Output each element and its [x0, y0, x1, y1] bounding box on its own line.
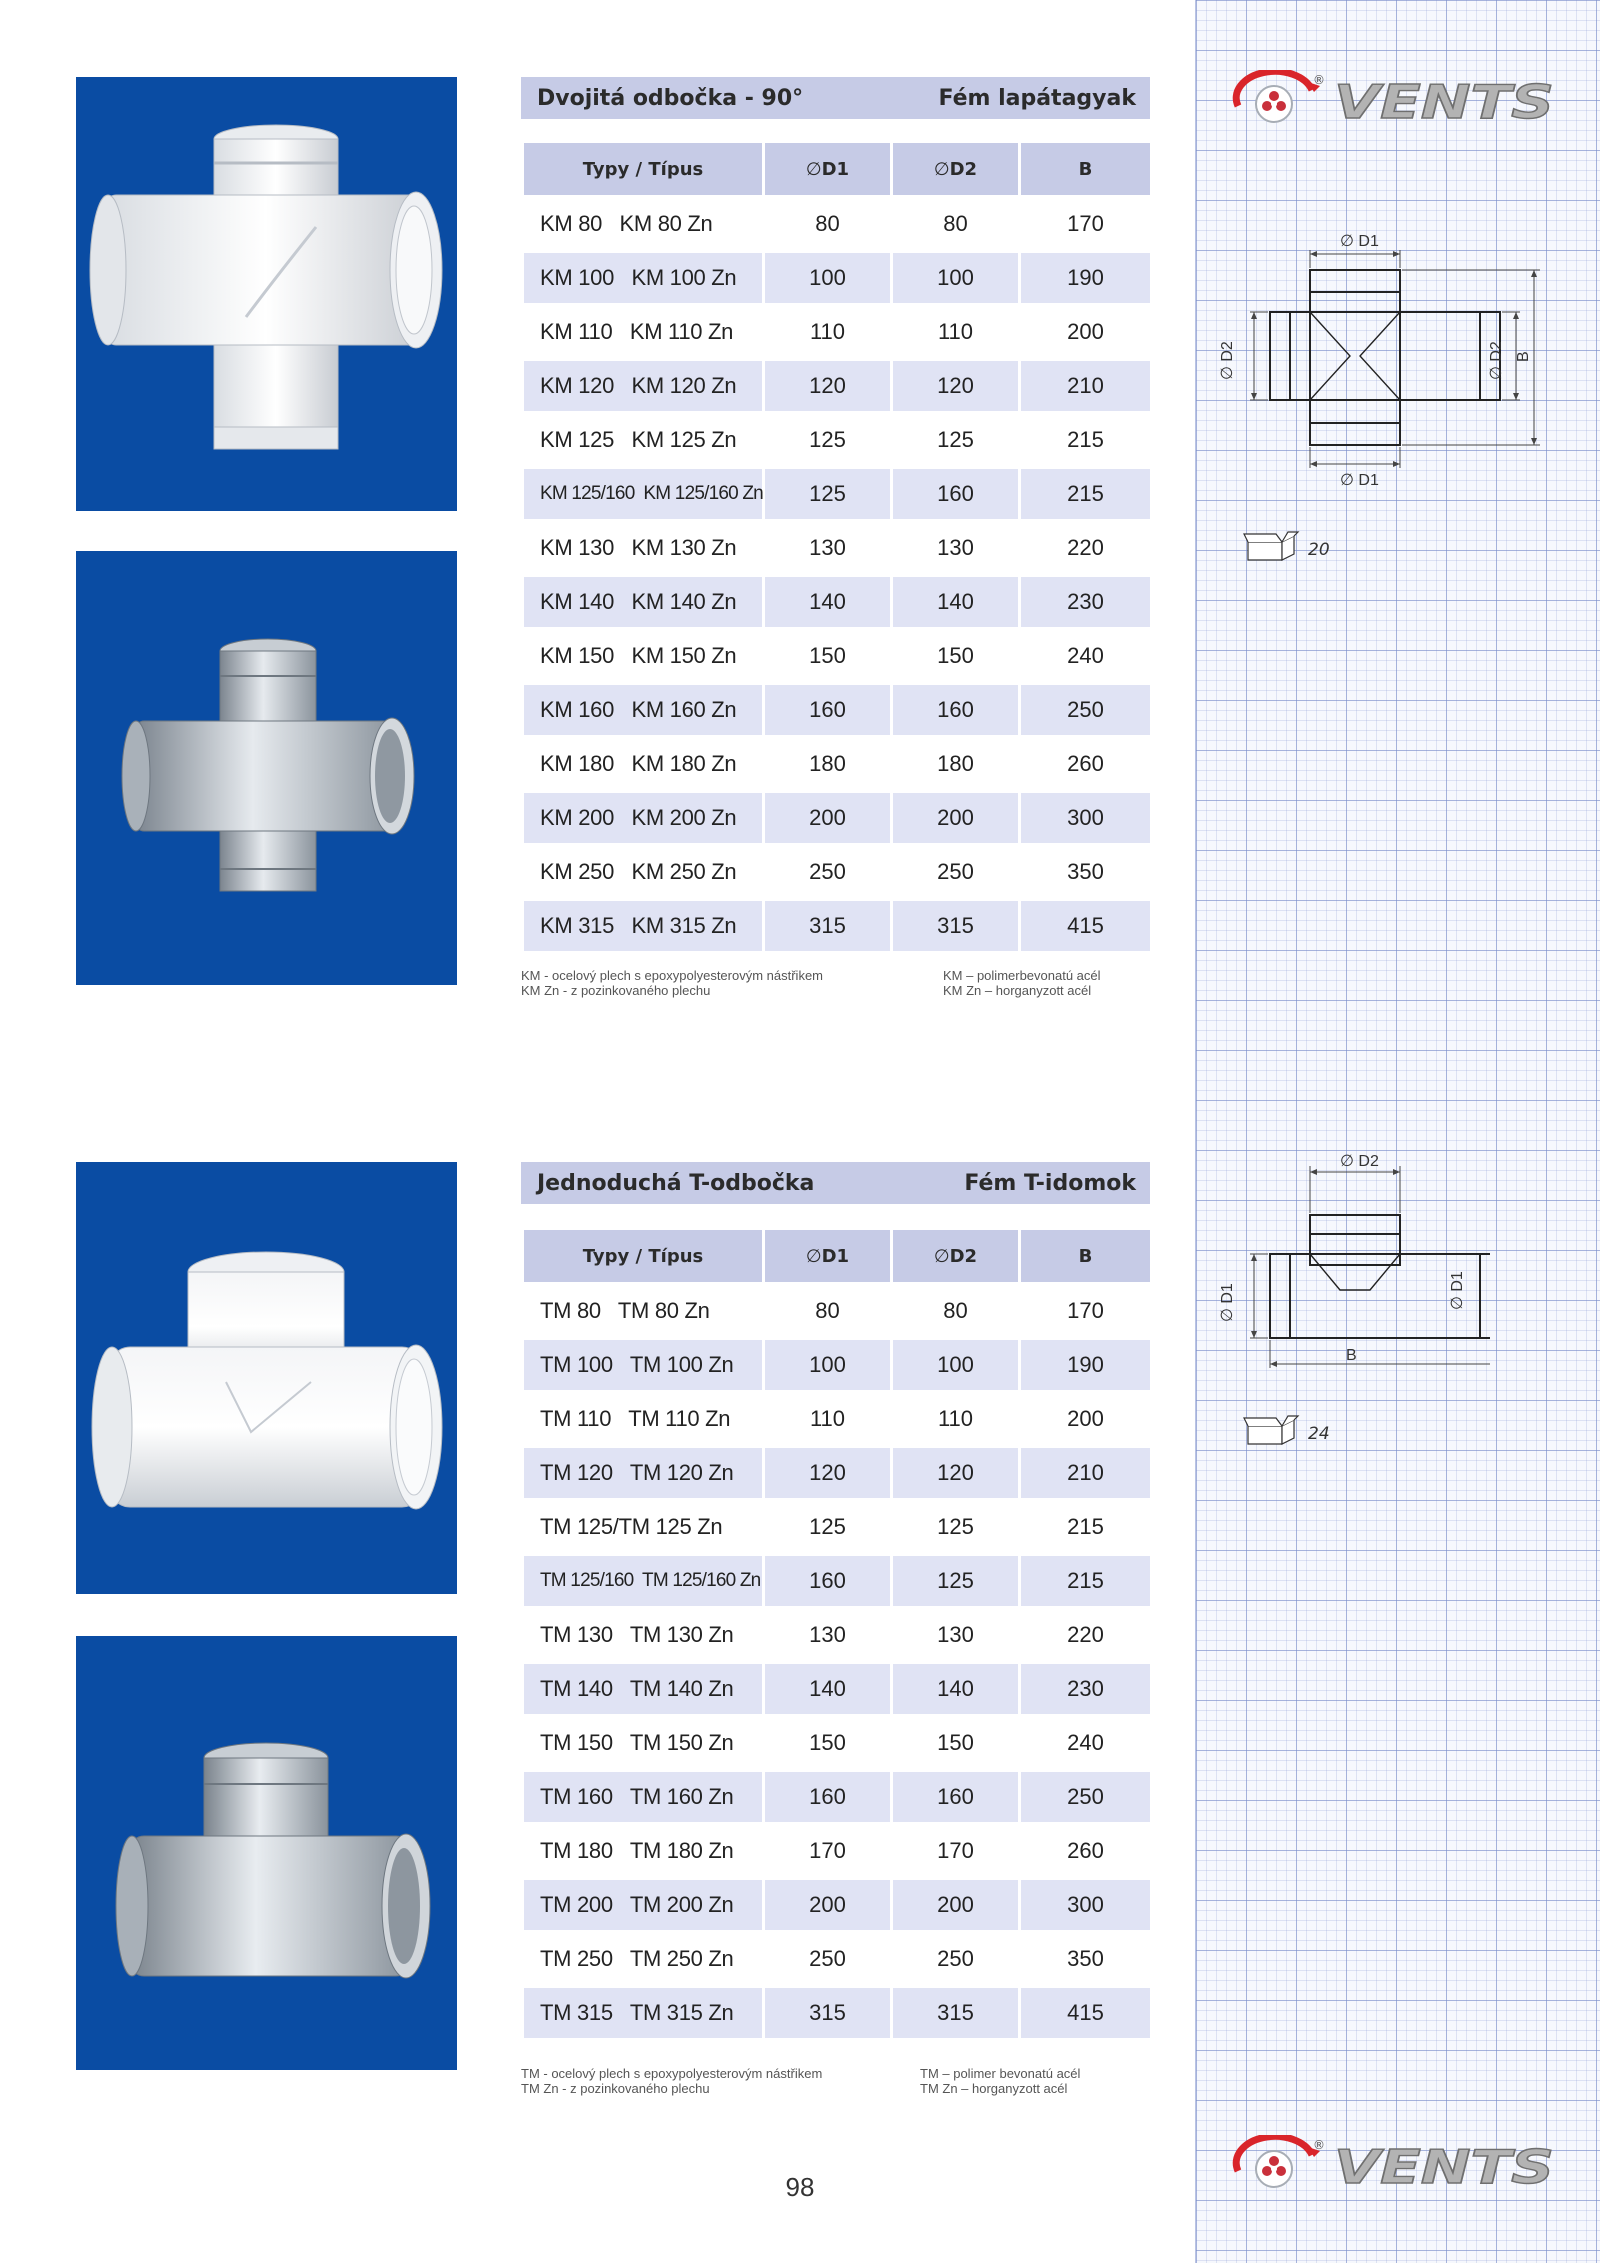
- table-row: [524, 1394, 1150, 1448]
- cell-b: 215: [1021, 469, 1150, 523]
- cell-d1: 110: [765, 307, 890, 361]
- cell-type: TM 100 TM 100 Zn: [524, 1340, 762, 1394]
- diameter-icon: ∅: [933, 1245, 950, 1267]
- table-row: [524, 685, 1150, 739]
- cell-type: TM 120 TM 120 Zn: [524, 1448, 762, 1502]
- table-row: [524, 1664, 1150, 1718]
- cell-type: KM 250 KM 250 Zn: [524, 847, 762, 901]
- cell-type: TM 160 TM 160 Zn: [524, 1772, 762, 1826]
- diameter-icon: ∅: [933, 158, 950, 180]
- cell-d2: 150: [893, 1718, 1018, 1772]
- cell-type: TM 315 TM 315 Zn: [524, 1988, 762, 2042]
- table-row: [524, 631, 1150, 685]
- table-row: [524, 1988, 1150, 2042]
- cross-fitting-drawing: [1210, 210, 1540, 500]
- table-row: [524, 361, 1150, 415]
- cell-d2: 130: [893, 523, 1018, 577]
- cell-b: 260: [1021, 739, 1150, 793]
- cell-b: 200: [1021, 307, 1150, 361]
- cell-b: 350: [1021, 847, 1150, 901]
- table-row: [524, 1772, 1150, 1826]
- cell-d1: 180: [765, 739, 890, 793]
- cell-type: KM 200 KM 200 Zn: [524, 793, 762, 847]
- table-row: [524, 847, 1150, 901]
- dimension-label-b: B: [1515, 351, 1532, 362]
- table-row: [524, 1502, 1150, 1556]
- column-header-type: Typy / Típus: [524, 143, 762, 199]
- cell-d2: 170: [893, 1826, 1018, 1880]
- cell-d2: 315: [893, 901, 1018, 955]
- table-row: [524, 307, 1150, 361]
- brand-wordmark: VENTS: [1334, 2140, 1554, 2194]
- cell-type: TM 150 TM 150 Zn: [524, 1718, 762, 1772]
- table-header-row: [524, 143, 1150, 199]
- cell-d2: 125: [893, 415, 1018, 469]
- table-row: [524, 415, 1150, 469]
- cell-d1: 170: [765, 1826, 890, 1880]
- cell-d2: 120: [893, 361, 1018, 415]
- dimension-label-b: B: [1346, 1347, 1357, 1364]
- vents-logo-top: [1228, 70, 1568, 130]
- cell-d2: 315: [893, 1988, 1018, 2042]
- cell-d2: 120: [893, 1448, 1018, 1502]
- cell-b: 300: [1021, 793, 1150, 847]
- cell-b: 415: [1021, 1988, 1150, 2042]
- cell-b: 240: [1021, 631, 1150, 685]
- table-row: [524, 199, 1150, 253]
- product-photo-tee-white: [76, 1162, 457, 1594]
- cell-d1: 125: [765, 1502, 890, 1556]
- cell-d2: 130: [893, 1610, 1018, 1664]
- cell-b: 220: [1021, 523, 1150, 577]
- section-2-spec-table: [521, 1230, 1153, 2042]
- box-quantity-2: 24: [1308, 1424, 1330, 1444]
- cell-d2: 160: [893, 469, 1018, 523]
- table-row: [524, 901, 1150, 955]
- cell-b: 210: [1021, 361, 1150, 415]
- package-box-icon: [1242, 1412, 1300, 1448]
- table-row: [524, 793, 1150, 847]
- cell-d2: 250: [893, 1934, 1018, 1988]
- table-row: [524, 1826, 1150, 1880]
- cell-b: 220: [1021, 1610, 1150, 1664]
- cell-b: 190: [1021, 1340, 1150, 1394]
- cell-d1: 315: [765, 901, 890, 955]
- table-header-row: [524, 1230, 1150, 1286]
- package-box-icon: [1242, 528, 1300, 564]
- cell-d1: 110: [765, 1394, 890, 1448]
- table-row: [524, 469, 1150, 523]
- cell-b: 210: [1021, 1448, 1150, 1502]
- cell-d1: 315: [765, 1988, 890, 2042]
- cell-b: 240: [1021, 1718, 1150, 1772]
- cell-d2: 200: [893, 1880, 1018, 1934]
- cell-type: KM 100 KM 100 Zn: [524, 253, 762, 307]
- cell-type: KM 110 KM 110 Zn: [524, 307, 762, 361]
- cell-type: KM 140 KM 140 Zn: [524, 577, 762, 631]
- cell-type: KM 125 KM 125 Zn: [524, 415, 762, 469]
- cell-type: TM 125/160 TM 125/160 Zn: [524, 1556, 762, 1610]
- cell-d2: 110: [893, 1394, 1018, 1448]
- cell-d1: 200: [765, 1880, 890, 1934]
- cell-d1: 200: [765, 793, 890, 847]
- cell-d2: 250: [893, 847, 1018, 901]
- cell-type: KM 315 KM 315 Zn: [524, 901, 762, 955]
- cell-b: 350: [1021, 1934, 1150, 1988]
- cell-d2: 160: [893, 1772, 1018, 1826]
- page-number: 98: [785, 2172, 815, 2202]
- cell-type: TM 110 TM 110 Zn: [524, 1394, 762, 1448]
- section-2-title-cz: Jednoduchá T-odbočka: [537, 1170, 815, 1196]
- section-2-title-hu: Fém T-idomok: [964, 1170, 1136, 1196]
- product-photo-cross-white: [76, 77, 457, 511]
- cell-d2: 100: [893, 1340, 1018, 1394]
- cell-type: KM 160 KM 160 Zn: [524, 685, 762, 739]
- cell-b: 200: [1021, 1394, 1150, 1448]
- section-1-title-cz: Dvojitá odbočka - 90°: [537, 85, 804, 111]
- table-row: [524, 1718, 1150, 1772]
- section-1-title-hu: Fém lapátagyak: [938, 85, 1136, 111]
- column-header-b: B: [1021, 143, 1150, 199]
- cell-d2: 150: [893, 631, 1018, 685]
- dimension-label-d2-top: ∅ D2: [1340, 1153, 1379, 1170]
- cell-type: KM 150 KM 150 Zn: [524, 631, 762, 685]
- table-row: [524, 1556, 1150, 1610]
- cell-d1: 160: [765, 1772, 890, 1826]
- cell-type: TM 200 TM 200 Zn: [524, 1880, 762, 1934]
- section-2-header: [521, 1162, 1150, 1204]
- cell-d1: 120: [765, 1448, 890, 1502]
- dimension-label-d1-top: ∅ D1: [1340, 233, 1379, 250]
- cell-d1: 120: [765, 361, 890, 415]
- section-1-note-hu: KM – polimerbevonatú acél KM Zn – horganyzott acél: [943, 968, 1101, 998]
- cell-d2: 80: [893, 199, 1018, 253]
- table-row: [524, 1880, 1150, 1934]
- column-header-d2: ∅D2: [893, 1230, 1018, 1286]
- section-2-note-cz: TM - ocelový plech s epoxypolyesterovým nástřikem TM Zn - z pozinkovaného plechu: [521, 2066, 823, 2096]
- diameter-icon: ∅: [805, 158, 822, 180]
- cell-type: TM 180 TM 180 Zn: [524, 1826, 762, 1880]
- cell-d1: 250: [765, 1934, 890, 1988]
- cell-d1: 80: [765, 199, 890, 253]
- cell-d1: 125: [765, 469, 890, 523]
- product-photo-tee-galvanized: [76, 1636, 457, 2070]
- cell-type: TM 125/TM 125 Zn: [524, 1502, 762, 1556]
- table-row: [524, 1934, 1150, 1988]
- cell-d1: 160: [765, 1556, 890, 1610]
- table-row: [524, 739, 1150, 793]
- cell-b: 215: [1021, 415, 1150, 469]
- table-row: [524, 523, 1150, 577]
- diameter-icon: ∅: [805, 1245, 822, 1267]
- cell-b: 300: [1021, 1880, 1150, 1934]
- table-row: [524, 1340, 1150, 1394]
- cell-b: 215: [1021, 1556, 1150, 1610]
- cell-d2: 110: [893, 307, 1018, 361]
- dimension-label-d1-left: ∅ D1: [1219, 1283, 1236, 1322]
- cell-b: 250: [1021, 1772, 1150, 1826]
- cell-type: TM 80 TM 80 Zn: [524, 1286, 762, 1340]
- table-row: [524, 253, 1150, 307]
- cell-type: KM 120 KM 120 Zn: [524, 361, 762, 415]
- cell-d2: 140: [893, 577, 1018, 631]
- cell-d2: 160: [893, 685, 1018, 739]
- cell-d1: 100: [765, 253, 890, 307]
- dimension-label-d2-left: ∅ D2: [1219, 341, 1236, 380]
- cell-b: 230: [1021, 1664, 1150, 1718]
- cell-b: 170: [1021, 1286, 1150, 1340]
- brand-wordmark: VENTS: [1334, 75, 1554, 129]
- cell-b: 215: [1021, 1502, 1150, 1556]
- cell-d1: 130: [765, 1610, 890, 1664]
- cell-b: 260: [1021, 1826, 1150, 1880]
- registered-mark: ®: [1313, 2138, 1325, 2152]
- cell-type: TM 250 TM 250 Zn: [524, 1934, 762, 1988]
- cell-d1: 140: [765, 577, 890, 631]
- cell-d1: 130: [765, 523, 890, 577]
- product-photo-cross-galvanized: [76, 551, 457, 985]
- cell-b: 415: [1021, 901, 1150, 955]
- cell-d2: 100: [893, 253, 1018, 307]
- cell-d1: 80: [765, 1286, 890, 1340]
- dimension-label-d1-bottom: ∅ D1: [1340, 472, 1379, 489]
- registered-mark: ®: [1313, 73, 1325, 87]
- cell-type: KM 125/160 KM 125/160 Zn: [524, 469, 762, 523]
- dimension-label-d1-right: ∅ D1: [1449, 1271, 1466, 1310]
- dimension-label-d2-right: ∅ D2: [1488, 341, 1505, 380]
- cell-d1: 250: [765, 847, 890, 901]
- cell-type: KM 180 KM 180 Zn: [524, 739, 762, 793]
- cell-d2: 180: [893, 739, 1018, 793]
- table-row: [524, 1610, 1150, 1664]
- cell-b: 230: [1021, 577, 1150, 631]
- cell-d2: 80: [893, 1286, 1018, 1340]
- cell-type: KM 130 KM 130 Zn: [524, 523, 762, 577]
- cell-d2: 200: [893, 793, 1018, 847]
- cell-d1: 100: [765, 1340, 890, 1394]
- cell-b: 190: [1021, 253, 1150, 307]
- section-1-spec-table: [521, 143, 1153, 955]
- cell-d1: 150: [765, 1718, 890, 1772]
- column-header-d2: ∅D2: [893, 143, 1018, 199]
- table-row: [524, 577, 1150, 631]
- section-2-note-hu: TM – polimer bevonatú acél TM Zn – horganyzott acél: [920, 2066, 1081, 2096]
- table-row: [524, 1286, 1150, 1340]
- section-1-note-cz: KM - ocelový plech s epoxypolyesterovým nástřikem KM Zn - z pozinkovaného plechu: [521, 968, 824, 998]
- cell-d1: 125: [765, 415, 890, 469]
- cell-d2: 140: [893, 1664, 1018, 1718]
- column-header-d1: ∅D1: [765, 143, 890, 199]
- cell-d1: 160: [765, 685, 890, 739]
- vents-logo-bottom: [1228, 2135, 1568, 2195]
- cell-d2: 125: [893, 1556, 1018, 1610]
- column-header-type: Typy / Típus: [524, 1230, 762, 1286]
- box-quantity-1: 20: [1308, 540, 1330, 560]
- tee-fitting-drawing: [1210, 1150, 1490, 1390]
- cell-type: TM 130 TM 130 Zn: [524, 1610, 762, 1664]
- cell-d2: 125: [893, 1502, 1018, 1556]
- cell-d1: 150: [765, 631, 890, 685]
- section-1-header: [521, 77, 1150, 119]
- cell-b: 170: [1021, 199, 1150, 253]
- table-row: [524, 1448, 1150, 1502]
- column-header-b: B: [1021, 1230, 1150, 1286]
- cell-d1: 140: [765, 1664, 890, 1718]
- cell-type: KM 80 KM 80 Zn: [524, 199, 762, 253]
- cell-type: TM 140 TM 140 Zn: [524, 1664, 762, 1718]
- cell-b: 250: [1021, 685, 1150, 739]
- column-header-d1: ∅D1: [765, 1230, 890, 1286]
